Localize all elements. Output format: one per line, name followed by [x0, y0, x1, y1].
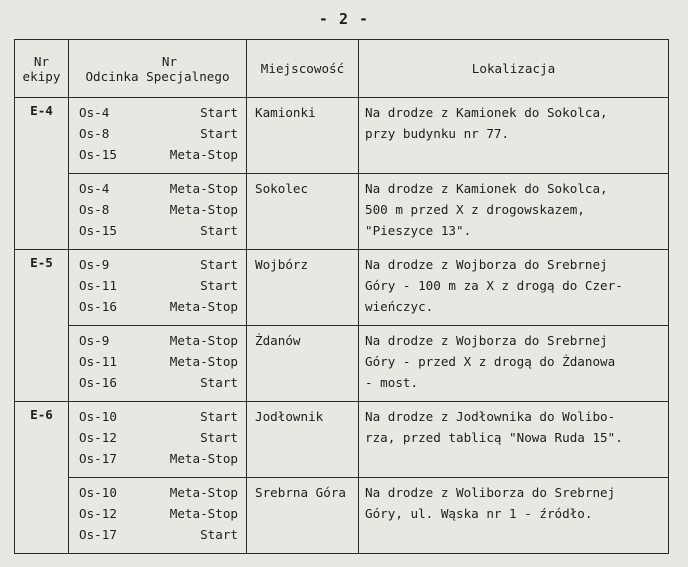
stage-entry: [79, 199, 238, 220]
stage-status: Meta-Stop: [169, 299, 238, 314]
header-place: Miejscowość: [247, 40, 359, 98]
stage-entry: [79, 330, 238, 351]
stage-list-cell: [69, 402, 247, 478]
stage-list-cell: [69, 478, 247, 554]
stage-code: Os-4: [79, 181, 110, 196]
stage-status: Meta-Stop: [169, 485, 238, 500]
stage-code: Os-12: [79, 506, 117, 521]
stage-list-cell: [69, 174, 247, 250]
place-cell: Kamionki: [247, 98, 359, 174]
stage-status: Start: [200, 527, 238, 542]
stage-status: Meta-Stop: [169, 354, 238, 369]
header-stage: [69, 40, 247, 98]
team-cell: E-4: [15, 98, 69, 250]
header-stage-line2: Odcinka Specjalnego: [85, 68, 230, 84]
table-header-row: [15, 40, 669, 98]
stage-status: Start: [200, 409, 238, 424]
header-team-line2: ekipy: [22, 68, 61, 84]
stage-code: Os-9: [79, 333, 110, 348]
header-team-line1: Nr: [33, 53, 50, 69]
stage-code: Os-8: [79, 202, 110, 217]
page-number: - 2 -: [318, 10, 370, 28]
location-cell: Na drodze z Wojborza do Srebrnej Góry - przed X z drogą do Żdanowa - most.: [359, 326, 669, 402]
stage-code: Os-10: [79, 409, 117, 424]
stage-entry: [79, 296, 238, 317]
stage-status: Start: [200, 257, 238, 272]
table-row: [15, 98, 669, 174]
stage-code: Os-15: [79, 147, 117, 162]
table-row: [15, 250, 669, 326]
stage-status: Meta-Stop: [169, 181, 238, 196]
stage-status: Meta-Stop: [169, 506, 238, 521]
stage-entry: [79, 427, 238, 448]
stage-code: Os-17: [79, 451, 117, 466]
stage-status: Meta-Stop: [169, 333, 238, 348]
stage-entry: [79, 178, 238, 199]
stage-entry: [79, 372, 238, 393]
stage-status: Start: [200, 223, 238, 238]
table-row: [15, 326, 669, 402]
stage-code: Os-9: [79, 257, 110, 272]
stage-entry: [79, 482, 238, 503]
stage-entry: [79, 275, 238, 296]
stage-code: Os-16: [79, 375, 117, 390]
stage-entry: [79, 524, 238, 545]
team-cell: E-6: [15, 402, 69, 554]
place-cell: Sokolec: [247, 174, 359, 250]
stage-status: Start: [200, 105, 238, 120]
stage-list-cell: [69, 326, 247, 402]
place-cell: Jodłownik: [247, 402, 359, 478]
table-row: [15, 174, 669, 250]
place-cell: Wojbórz: [247, 250, 359, 326]
location-cell: Na drodze z Kamionek do Sokolca, przy budynku nr 77.: [359, 98, 669, 174]
stage-code: Os-11: [79, 354, 117, 369]
stage-entry: [79, 144, 238, 165]
stages-table: [14, 39, 669, 554]
stage-entry: [79, 503, 238, 524]
table-row: [15, 402, 669, 478]
stage-entry: [79, 406, 238, 427]
stage-status: Start: [200, 278, 238, 293]
location-cell: Na drodze z Jodłownika do Wolibo- rza, przed tablicą "Nowa Ruda 15".: [359, 402, 669, 478]
location-cell: Na drodze z Woliborza do Srebrnej Góry, ul. Wąska nr 1 - źródło.: [359, 478, 669, 554]
stage-status: Meta-Stop: [169, 147, 238, 162]
stage-status: Start: [200, 126, 238, 141]
header-stage-line1: Nr: [161, 53, 178, 69]
stage-code: Os-4: [79, 105, 110, 120]
team-cell: E-5: [15, 250, 69, 402]
place-cell: Srebrna Góra: [247, 478, 359, 554]
stage-list-cell: [69, 98, 247, 174]
stage-entry: [79, 123, 238, 144]
stage-entry: [79, 254, 238, 275]
stage-status: Start: [200, 430, 238, 445]
header-team: [15, 40, 69, 98]
stage-code: Os-17: [79, 527, 117, 542]
stage-code: Os-15: [79, 223, 117, 238]
stage-code: Os-11: [79, 278, 117, 293]
stage-code: Os-12: [79, 430, 117, 445]
stage-status: Meta-Stop: [169, 451, 238, 466]
location-cell: Na drodze z Kamionek do Sokolca, 500 m przed X z drogowskazem, "Pieszyce 13".: [359, 174, 669, 250]
location-cell: Na drodze z Wojborza do Srebrnej Góry - 100 m za X z drogą do Czer- wieńczyc.: [359, 250, 669, 326]
stage-code: Os-8: [79, 126, 110, 141]
stage-entry: [79, 102, 238, 123]
table-row: [15, 478, 669, 554]
stage-status: Start: [200, 375, 238, 390]
stage-code: Os-16: [79, 299, 117, 314]
stage-status: Meta-Stop: [169, 202, 238, 217]
stage-entry: [79, 220, 238, 241]
stage-entry: [79, 448, 238, 469]
place-cell: Żdanów: [247, 326, 359, 402]
stage-list-cell: [69, 250, 247, 326]
stage-entry: [79, 351, 238, 372]
header-location: Lokalizacja: [359, 40, 669, 98]
stage-code: Os-10: [79, 485, 117, 500]
